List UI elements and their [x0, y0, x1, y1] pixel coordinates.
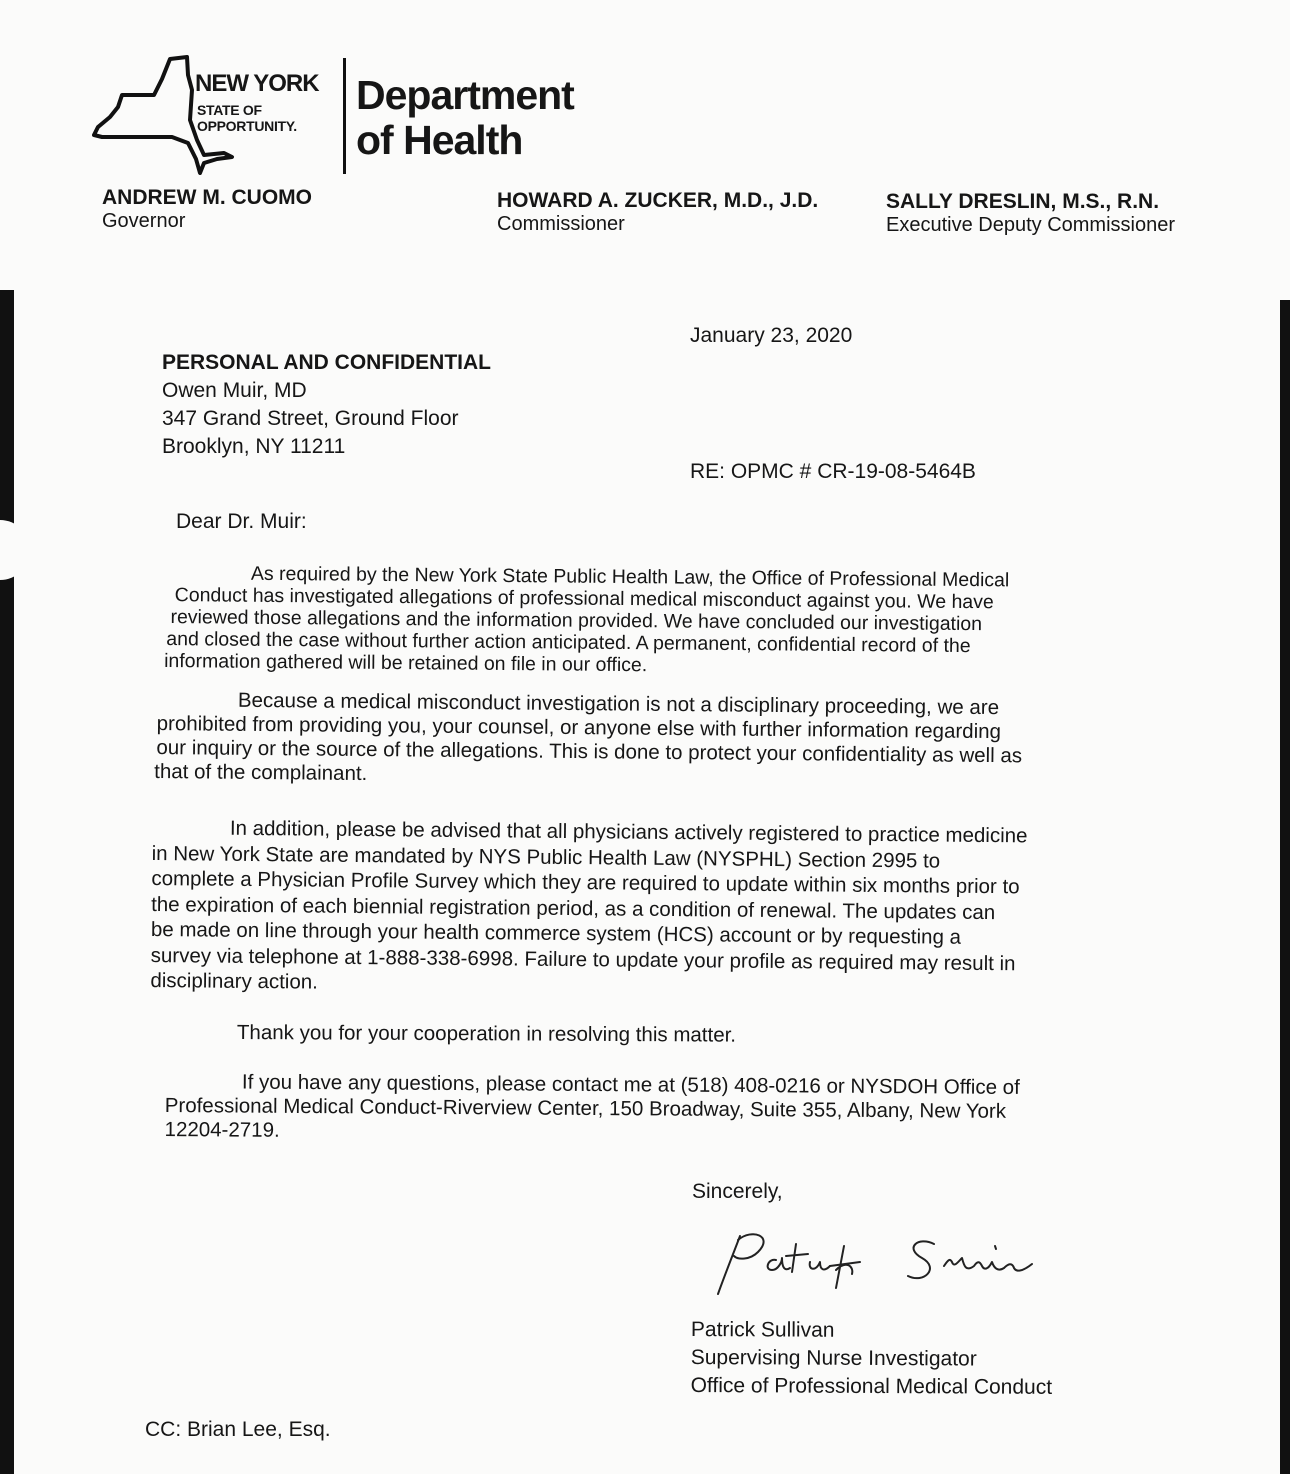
confidential-label: PERSONAL AND CONFIDENTIAL [162, 351, 492, 374]
official-name: HOWARD A. ZUCKER, M.D., J.D. [497, 189, 819, 212]
letterhead-divider [343, 58, 346, 174]
recipient-name: Owen Muir, MD [162, 379, 307, 402]
ny-wordmark: NEW YORK [195, 70, 319, 97]
paragraph-line: disciplinary action. [150, 968, 319, 994]
paragraph-3 [150, 815, 1027, 1002]
paragraph-line: Because a medical misconduct investigation is not a disciplinary proceeding, we are [237, 688, 1000, 720]
case-reference: RE: OPMC # CR-19-08-5464B [690, 460, 976, 483]
paragraph-line: Professional Medical Conduct-Riverview Center, 150 Broadway, Suite 355, Albany, New York [164, 1093, 1007, 1123]
paragraph-line: the expiration of each biennial registration period, as a condition of renewal. The updates can [151, 892, 996, 924]
paragraph-line: survey via telephone at 1-888-338-6998. Failure to update your profile as required may result in [150, 943, 1016, 975]
paragraph-line: 12204-2719. [164, 1117, 280, 1142]
paragraph-line: information gathered will be retained on file in our office. [164, 649, 648, 677]
paragraph-5 [164, 1070, 1019, 1148]
paragraph-4 [237, 1022, 736, 1047]
signer-title: Supervising Nurse Investigator [690, 1345, 977, 1371]
paragraph-line: If you have any questions, please contact me at (518) 408-0216 or NYSDOH Office of [241, 1070, 1020, 1099]
ny-tagline-line1: STATE OF [197, 102, 262, 118]
scan-edge-right [1280, 300, 1290, 1474]
official-name: ANDREW M. CUOMO [102, 186, 312, 209]
letter-date: January 23, 2020 [690, 324, 853, 347]
recipient-block [162, 349, 491, 461]
paragraph-line: reviewed those allegations and the information provided. We have concluded our investigation [170, 606, 983, 636]
paragraph-line: and closed the case without further action anticipated. A permanent, confidential record of the [166, 628, 971, 658]
paragraph-line: our inquiry or the source of the allegations. This is done to protect your confidentiality as well as [156, 736, 1023, 768]
paragraph-line: be made on line through your health commerce system (HCS) account or by requesting a [150, 917, 962, 949]
signer-name: Patrick Sullivan [690, 1318, 835, 1342]
paragraph-line: Thank you for your cooperation in resolving this matter. [236, 1021, 737, 1047]
official-name: SALLY DRESLIN, M.S., R.N. [886, 190, 1160, 213]
paragraph-2 [154, 688, 1023, 792]
ny-tagline-line2: OPPORTUNITY. [197, 118, 297, 134]
scan-edge-left [0, 290, 14, 1474]
paragraph-line: that of the complainant. [154, 759, 368, 786]
handwritten-signature [712, 1222, 1072, 1302]
signature-block [691, 1316, 1053, 1402]
closing: Sincerely, [692, 1180, 783, 1203]
official-deputy-commissioner [886, 190, 1175, 237]
official-governor [102, 186, 312, 233]
official-title: Executive Deputy Commissioner [886, 214, 1175, 236]
department-line2: of Health [356, 117, 523, 163]
paragraph-1 [164, 562, 1009, 679]
official-title: Commissioner [497, 213, 625, 235]
scan-edge-notch [0, 520, 30, 580]
salutation: Dear Dr. Muir: [176, 510, 307, 533]
official-title: Governor [102, 210, 186, 232]
recipient-address-line1: 347 Grand Street, Ground Floor [162, 407, 459, 430]
paragraph-line: Conduct has investigated allegations of professional medical misconduct against you. We have [174, 584, 994, 614]
department-line1: Department [356, 72, 574, 118]
official-commissioner [497, 189, 818, 236]
department-wordmark [356, 73, 574, 163]
recipient-address-line2: Brooklyn, NY 11211 [162, 435, 346, 458]
ny-tagline [197, 102, 297, 134]
cc-line: CC: Brian Lee, Esq. [145, 1418, 331, 1441]
paragraph-line: in New York State are mandated by NYS Public Health Law (NYSPHL) Section 2995 to [151, 841, 941, 873]
paragraph-line: complete a Physician Profile Survey which they are required to update within six months prior to [151, 866, 1020, 899]
paragraph-line: In addition, please be advised that all physicians actively registered to practice medicine [229, 816, 1028, 848]
paragraph-line: As required by the New York State Public Health Law, the Office of Professional Medical [250, 562, 1010, 592]
signer-office: Office of Professional Medical Conduct [690, 1373, 1053, 1399]
paragraph-line: prohibited from providing you, your counsel, or anyone else with further information regarding [156, 712, 1002, 744]
